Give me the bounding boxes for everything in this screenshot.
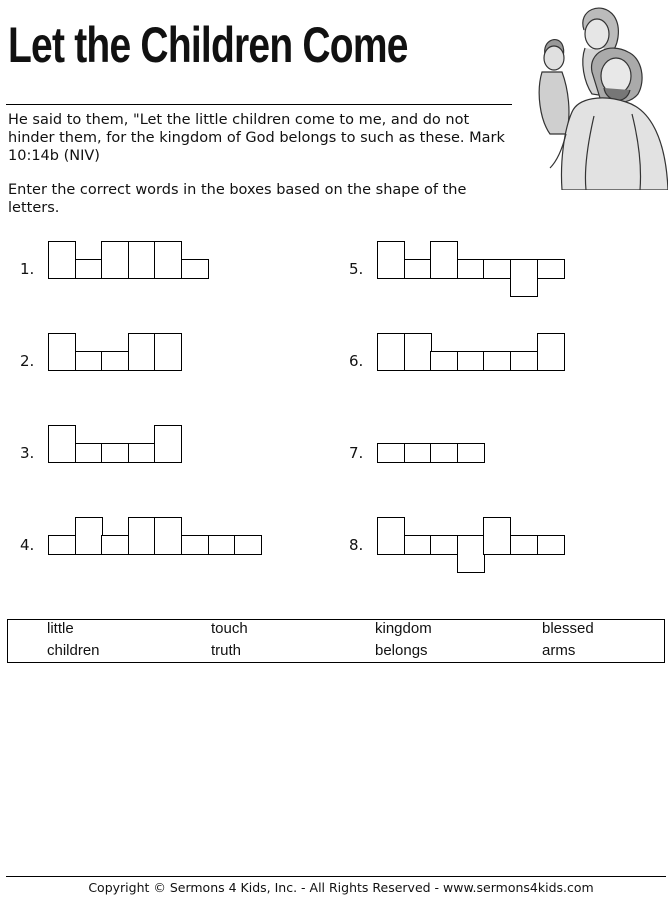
- letter-box-short[interactable]: [483, 351, 511, 371]
- letter-box-short[interactable]: [430, 535, 458, 555]
- letter-box-tall[interactable]: [154, 517, 182, 555]
- letter-box-short[interactable]: [181, 259, 209, 279]
- letter-box-tall[interactable]: [128, 517, 156, 555]
- word-bank-word: little: [47, 620, 74, 637]
- letter-box-tall[interactable]: [483, 517, 511, 555]
- puzzle-number: 1.: [20, 260, 35, 278]
- puzzle-number: 3.: [20, 444, 35, 462]
- worksheet-title: Let the Children Come: [8, 17, 408, 73]
- word-bank-word: belongs: [375, 642, 428, 659]
- copyright-footer: Copyright © Sermons 4 Kids, Inc. - All Rights Reserved - www.sermons4kids.com: [88, 880, 594, 895]
- word-bank-word: touch: [211, 620, 248, 637]
- letter-box-short[interactable]: [483, 259, 511, 279]
- word-bank: [7, 619, 665, 663]
- instructions-text: Enter the correct words in the boxes based on the shape of the letters.: [8, 182, 467, 216]
- letter-box-short[interactable]: [404, 535, 432, 555]
- puzzle-number: 7.: [349, 444, 364, 462]
- letter-box-tall[interactable]: [377, 241, 405, 279]
- letter-box-short[interactable]: [101, 443, 129, 463]
- letter-box-tall[interactable]: [154, 333, 182, 371]
- letter-box-tall[interactable]: [377, 333, 405, 371]
- letter-box-tall[interactable]: [377, 517, 405, 555]
- puzzle-number: 8.: [349, 536, 364, 554]
- letter-box-tall[interactable]: [154, 241, 182, 279]
- letter-box-short[interactable]: [537, 535, 565, 555]
- puzzle-number: 6.: [349, 352, 364, 370]
- letter-box-tall[interactable]: [75, 517, 103, 555]
- letter-box-short[interactable]: [537, 259, 565, 279]
- letter-box-short[interactable]: [377, 443, 405, 463]
- letter-box-tall[interactable]: [154, 425, 182, 463]
- letter-box-tall[interactable]: [48, 241, 76, 279]
- word-bank-word: arms: [542, 642, 576, 659]
- letter-box-short[interactable]: [234, 535, 262, 555]
- letter-box-short[interactable]: [404, 443, 432, 463]
- letter-box-short[interactable]: [457, 351, 485, 371]
- letter-box-tall[interactable]: [128, 333, 156, 371]
- letter-box-tall[interactable]: [101, 241, 129, 279]
- letter-box-tall[interactable]: [48, 425, 76, 463]
- footer-divider: [6, 876, 666, 877]
- jesus-with-children-illustration: [522, 2, 668, 190]
- letter-box-tall[interactable]: [404, 333, 432, 371]
- word-bank-word: children: [47, 642, 100, 659]
- letter-box-short[interactable]: [510, 351, 538, 371]
- letter-box-tall[interactable]: [430, 241, 458, 279]
- letter-box-desc[interactable]: [510, 259, 538, 297]
- letter-box-short[interactable]: [75, 351, 103, 371]
- puzzle-number: 4.: [20, 536, 35, 554]
- word-bank-word: blessed: [542, 620, 594, 637]
- letter-box-short[interactable]: [404, 259, 432, 279]
- letter-box-short[interactable]: [128, 443, 156, 463]
- letter-box-short[interactable]: [457, 259, 485, 279]
- letter-box-short[interactable]: [101, 535, 129, 555]
- scripture-verse: He said to them, "Let the little children come to me, and do not hinder them, for the kingdom of God belongs to such as these. Mark 10:14b (NIV): [8, 112, 505, 164]
- word-bank-word: kingdom: [375, 620, 432, 637]
- letter-box-short[interactable]: [101, 351, 129, 371]
- letter-box-short[interactable]: [208, 535, 236, 555]
- letter-box-short[interactable]: [181, 535, 209, 555]
- letter-box-short[interactable]: [457, 443, 485, 463]
- word-bank-word: truth: [211, 642, 242, 659]
- letter-box-short[interactable]: [48, 535, 76, 555]
- puzzle-number: 5.: [349, 260, 364, 278]
- letter-box-short[interactable]: [75, 259, 103, 279]
- letter-box-short[interactable]: [75, 443, 103, 463]
- puzzle-number: 2.: [20, 352, 35, 370]
- letter-box-short[interactable]: [510, 535, 538, 555]
- letter-box-desc[interactable]: [457, 535, 485, 573]
- letter-box-short[interactable]: [430, 351, 458, 371]
- letter-box-short[interactable]: [430, 443, 458, 463]
- letter-box-tall[interactable]: [48, 333, 76, 371]
- title-divider: [6, 104, 512, 105]
- letter-box-tall[interactable]: [537, 333, 565, 371]
- letter-box-tall[interactable]: [128, 241, 156, 279]
